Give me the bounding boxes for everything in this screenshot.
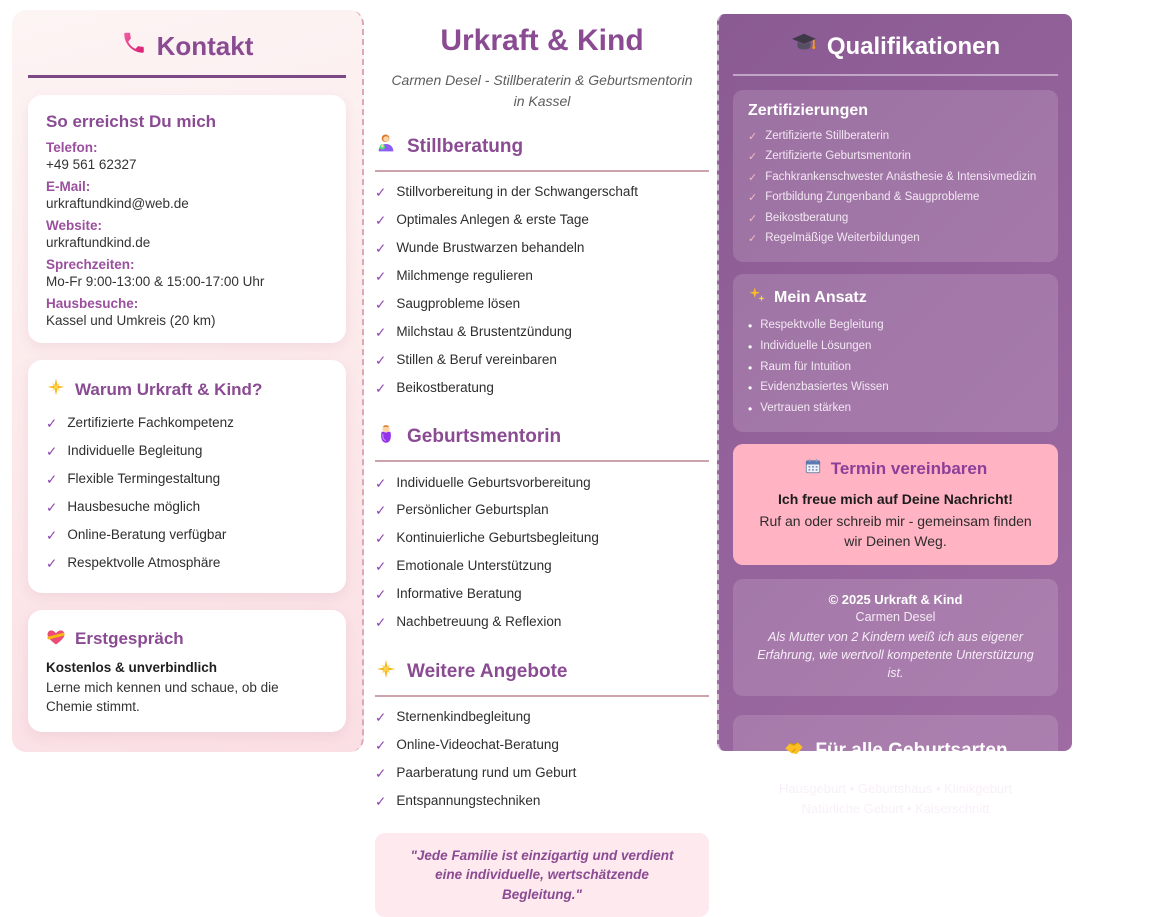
contact-card xyxy=(28,95,346,343)
appointment-bold-text: Ich freue mich auf Deine Nachricht! xyxy=(778,491,1013,508)
appointment-title: Termin vereinbaren xyxy=(830,458,988,478)
section-stillberatung xyxy=(375,133,709,402)
why-item xyxy=(46,438,328,466)
contact-entry-value: Mo-Fr 9:00-13:00 & 15:00-17:00 Uhr xyxy=(46,274,265,289)
approach-header xyxy=(748,286,1043,309)
service-item xyxy=(375,263,709,291)
check-icon: ✓ xyxy=(375,738,387,754)
check-icon: ✓ xyxy=(748,151,758,164)
certifications-title: Zertifizierungen xyxy=(748,102,869,119)
appointment-header xyxy=(749,457,1042,480)
contact-entry xyxy=(46,218,328,250)
check-icon: ✓ xyxy=(46,444,58,460)
contact-entry-label: Telefon: xyxy=(46,140,98,155)
swaddled-baby-icon xyxy=(375,423,397,451)
sparkles-icon xyxy=(748,286,766,309)
copyright-card xyxy=(733,579,1058,695)
service-item xyxy=(375,760,709,788)
copyright-name: Carmen Desel xyxy=(855,610,936,625)
service-item xyxy=(375,374,709,402)
qualifications-panel xyxy=(717,14,1072,816)
intro-card-header xyxy=(46,627,328,652)
appointment-card xyxy=(733,444,1058,565)
approach-item xyxy=(748,337,1043,358)
approach-item-label: Raum für Intuition xyxy=(760,360,851,373)
service-item-label: Optimales Anlegen & erste Tage xyxy=(396,212,589,228)
service-item-label: Emotionale Unterstützung xyxy=(396,558,552,574)
check-icon: ✓ xyxy=(46,527,58,543)
service-item-label: Paarberatung rund um Geburt xyxy=(396,764,577,780)
why-item xyxy=(46,550,328,578)
contact-panel-header xyxy=(28,24,346,78)
bullet-icon: • xyxy=(748,360,753,375)
bullet-icon: • xyxy=(748,402,753,417)
certification-item-label: Regelmäßige Weiterbildungen xyxy=(765,232,920,245)
phone-icon xyxy=(121,30,147,63)
service-item-label: Persönlicher Geburtsplan xyxy=(396,502,549,518)
service-item xyxy=(375,347,709,375)
contact-panel-title: Kontakt xyxy=(156,31,254,61)
check-icon: ✓ xyxy=(46,555,58,571)
approach-item xyxy=(748,379,1043,400)
service-item xyxy=(375,469,709,497)
approach-item xyxy=(748,400,1043,421)
contact-panel xyxy=(12,10,364,752)
page-title: Urkraft & Kind xyxy=(440,24,644,57)
intro-card-subtitle: Kostenlos & unverbindlich xyxy=(46,659,218,675)
section-weitere-angebote xyxy=(375,658,709,816)
certification-item-label: Fortbildung Zungenband & Saugprobleme xyxy=(765,191,980,204)
certification-item-label: Zertifizierte Geburtsmentorin xyxy=(765,150,911,163)
why-card xyxy=(28,360,346,593)
copyright-note: Als Mutter von 2 Kindern weiß ich aus eigener Erfahrung, wie wertvoll kompetente Unterstützung ist. xyxy=(757,630,1034,681)
service-item-label: Sternenkindbegleitung xyxy=(396,709,531,725)
check-icon: ✓ xyxy=(375,324,387,340)
service-item-label: Milchstau & Brustentzündung xyxy=(396,323,572,339)
certification-item xyxy=(748,127,1043,148)
approach-item xyxy=(748,358,1043,379)
section-stillberatung-header xyxy=(375,133,709,172)
birth-types-card xyxy=(733,715,1058,839)
section-weitere-angebote-header xyxy=(375,658,709,697)
check-icon: ✓ xyxy=(375,793,387,809)
service-item xyxy=(375,319,709,347)
section-geburtsmentorin xyxy=(375,423,709,637)
bullet-icon: • xyxy=(748,339,753,354)
service-item xyxy=(375,732,709,760)
approach-items xyxy=(748,316,1043,420)
handshake-icon xyxy=(783,737,805,765)
service-item xyxy=(375,609,709,637)
section-geburtsmentorin-header xyxy=(375,423,709,462)
why-card-header xyxy=(46,377,328,402)
check-icon: ✓ xyxy=(375,268,387,284)
service-item-label: Beikostberatung xyxy=(396,379,494,395)
check-icon: ✓ xyxy=(375,296,387,312)
check-icon: ✓ xyxy=(375,559,387,575)
check-icon: ✓ xyxy=(46,499,58,515)
service-item-label: Individuelle Geburtsvorbereitung xyxy=(396,474,591,490)
contact-entry xyxy=(46,179,328,211)
service-item xyxy=(375,497,709,525)
certification-items xyxy=(748,127,1043,250)
calendar-icon xyxy=(804,457,822,480)
qualifications-title: Qualifikationen xyxy=(826,32,1001,60)
main-column xyxy=(375,10,709,902)
service-item-label: Online-Videochat-Beratung xyxy=(396,737,559,753)
certification-item xyxy=(748,148,1043,169)
appointment-text: Ruf an oder schreib mir - gemeinsam finden wir Deinen Weg. xyxy=(759,512,1032,549)
service-item-label: Wunde Brustwarzen behandeln xyxy=(396,240,585,256)
geburtsmentorin-items xyxy=(375,469,709,637)
check-icon: ✓ xyxy=(748,212,758,225)
quote-box: "Jede Familie ist einzigartig und verdient eine individuelle, wertschätzende Begleitung." xyxy=(375,833,709,917)
check-icon: ✓ xyxy=(375,587,387,603)
service-item xyxy=(375,553,709,581)
heart-ribbon-icon xyxy=(46,627,66,652)
service-item xyxy=(375,291,709,319)
weitere-angebote-items xyxy=(375,704,709,816)
why-item xyxy=(46,494,328,522)
breastfeeding-icon xyxy=(375,133,397,161)
service-item xyxy=(375,179,709,207)
contact-entries xyxy=(46,140,328,328)
check-icon: ✓ xyxy=(748,130,758,143)
check-icon: ✓ xyxy=(375,185,387,201)
check-icon: ✓ xyxy=(375,213,387,229)
section-weitere-angebote-title: Weitere Angebote xyxy=(407,660,568,682)
bullet-icon: • xyxy=(748,381,753,396)
contact-entry xyxy=(46,296,328,328)
copyright-line: © 2025 Urkraft & Kind xyxy=(828,592,963,608)
check-icon: ✓ xyxy=(375,531,387,547)
service-item xyxy=(375,525,709,553)
stillberatung-items xyxy=(375,179,709,402)
why-items xyxy=(46,410,328,578)
check-icon: ✓ xyxy=(375,352,387,368)
contact-entry-value: +49 561 62327 xyxy=(46,157,137,172)
check-icon: ✓ xyxy=(748,171,758,184)
service-item xyxy=(375,788,709,816)
service-item-label: Stillen & Beruf vereinbaren xyxy=(396,351,557,367)
check-icon: ✓ xyxy=(748,192,758,205)
service-item xyxy=(375,207,709,235)
check-icon: ✓ xyxy=(375,710,387,726)
contact-entry-value: Kassel und Umkreis (20 km) xyxy=(46,313,216,328)
why-item-label: Respektvolle Atmosphäre xyxy=(67,554,221,570)
certification-item xyxy=(748,230,1043,251)
service-item-label: Nachbetreuung & Reflexion xyxy=(396,614,562,630)
service-item xyxy=(375,704,709,732)
certification-item-label: Beikostberatung xyxy=(765,211,849,224)
certification-item xyxy=(748,168,1043,189)
contact-entry xyxy=(46,140,328,172)
certification-item xyxy=(748,209,1043,230)
graduation-cap-icon xyxy=(791,30,817,63)
why-item-label: Individuelle Begleitung xyxy=(67,443,203,459)
star-burst-icon xyxy=(375,658,397,686)
section-geburtsmentorin-title: Geburtsmentorin xyxy=(407,426,562,448)
service-item-label: Milchmenge regulieren xyxy=(396,267,533,283)
why-item xyxy=(46,522,328,550)
check-icon: ✓ xyxy=(375,615,387,631)
service-item-label: Saugprobleme lösen xyxy=(396,295,521,311)
intro-card-title: Erstgespräch xyxy=(75,629,184,649)
contact-entry-label: Sprechzeiten: xyxy=(46,257,135,272)
approach-item-label: Respektvolle Begleitung xyxy=(760,319,884,332)
contact-entry-label: E-Mail: xyxy=(46,179,91,194)
approach-item-label: Vertrauen stärken xyxy=(760,402,851,415)
certifications-card xyxy=(733,90,1058,262)
check-icon: ✓ xyxy=(375,765,387,781)
birth-types-line: Natürliche Geburt • Kaiserschnitt xyxy=(801,800,990,816)
contact-card-title: So erreichst Du mich xyxy=(46,112,217,131)
check-icon: ✓ xyxy=(46,416,58,432)
check-icon: ✓ xyxy=(46,472,58,488)
approach-item-label: Individuelle Lösungen xyxy=(760,339,872,352)
why-item xyxy=(46,410,328,438)
bullet-icon: • xyxy=(748,319,753,334)
check-icon: ✓ xyxy=(375,475,387,491)
check-icon: ✓ xyxy=(375,503,387,519)
certification-item-label: Fachkrankenschwester Anästhesie & Intensivmedizin xyxy=(765,170,1037,183)
contact-entry xyxy=(46,257,328,289)
check-icon: ✓ xyxy=(375,241,387,257)
service-item-label: Kontinuierliche Geburtsbegleitung xyxy=(396,530,599,546)
service-item-label: Stillvorbereitung in der Schwangerschaft xyxy=(396,184,638,200)
contact-entry-label: Hausbesuche: xyxy=(46,296,139,311)
why-item-label: Flexible Termingestaltung xyxy=(67,471,221,487)
contact-entry-value: urkraftundkind@web.de xyxy=(46,196,189,211)
check-icon: ✓ xyxy=(748,233,758,246)
birth-types-header xyxy=(748,737,1043,765)
birth-types-line: Hausgeburt • Geburtshaus • Klinikgeburt xyxy=(778,780,1013,796)
intro-card xyxy=(28,610,346,732)
approach-title: Mein Ansatz xyxy=(774,288,867,306)
approach-card xyxy=(733,274,1058,432)
service-item-label: Entspannungstechniken xyxy=(396,792,541,808)
service-item-label: Informative Beratung xyxy=(396,586,522,602)
section-stillberatung-title: Stillberatung xyxy=(407,136,524,157)
intro-card-text: Lerne mich kennen und schaue, ob die Chemie stimmt. xyxy=(46,679,279,715)
why-item-label: Zertifizierte Fachkompetenz xyxy=(67,415,234,431)
why-card-title: Warum Urkraft & Kind? xyxy=(75,379,263,399)
why-item xyxy=(46,466,328,494)
certification-item xyxy=(748,189,1043,210)
certification-item-label: Zertifizierte Stillberaterin xyxy=(765,129,890,142)
service-item xyxy=(375,235,709,263)
check-icon: ✓ xyxy=(375,380,387,396)
birth-types-title: Für alle Geburtsarten xyxy=(815,739,1008,761)
contact-entry-label: Website: xyxy=(46,218,103,233)
contact-entry-value: urkraftundkind.de xyxy=(46,235,151,250)
approach-item xyxy=(748,316,1043,337)
why-item-label: Hausbesuche möglich xyxy=(67,498,201,514)
qualifications-header xyxy=(733,24,1058,76)
service-item xyxy=(375,581,709,609)
approach-item-label: Evidenzbasiertes Wissen xyxy=(760,381,889,394)
why-item-label: Online-Beratung verfügbar xyxy=(67,526,227,542)
star-burst-icon xyxy=(46,377,66,402)
page-subtitle: Carmen Desel - Stillberaterin & Geburtsmentorin in Kassel xyxy=(391,72,693,109)
